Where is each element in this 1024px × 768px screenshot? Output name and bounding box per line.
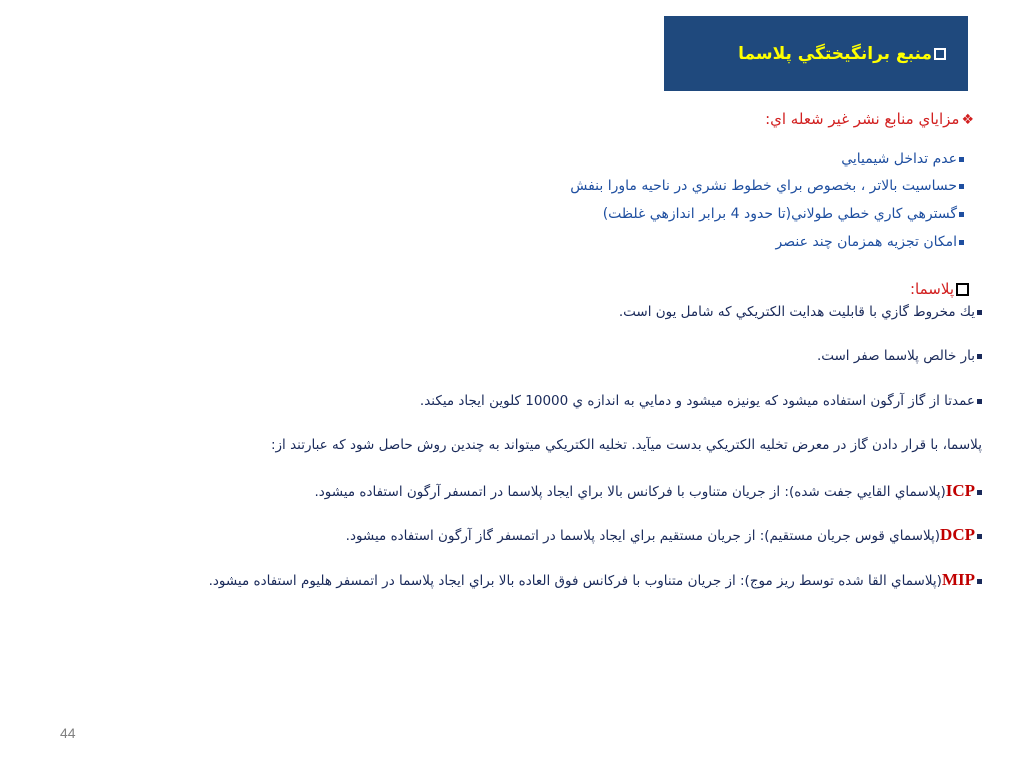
advantage-item-text: عدم تداخل شيميايي — [841, 151, 957, 167]
method-row-icp — [314, 481, 982, 501]
square-bullet-icon — [977, 490, 982, 495]
plasma-point — [817, 348, 982, 364]
method-acronym: DCP — [940, 525, 975, 544]
checkbox-bullet-icon — [934, 48, 946, 60]
square-bullet-icon — [977, 399, 982, 404]
square-bullet-icon — [977, 310, 982, 315]
advantages-heading-row — [765, 110, 974, 128]
advantage-item-text: امكان تجزيه همزمان چند عنصر — [775, 234, 957, 250]
diamond-bullet-icon: ❖ — [961, 112, 974, 128]
plasma-heading: پلاسما: — [910, 280, 954, 298]
plasma-intro — [271, 437, 982, 453]
advantage-item — [570, 178, 964, 194]
advantage-item — [776, 234, 964, 250]
advantage-item — [841, 151, 964, 167]
method-row-mip — [209, 570, 982, 590]
advantages-heading: مزاياي منابع نشر غير شعله اي: — [765, 110, 960, 128]
advantage-item — [603, 206, 964, 222]
method-description: (پلاسماي القا شده توسط ريز موج): از جريان متناوب با فركانس فوق العاده بالا براي ايجاد پلاسما در اتمسفر هليوم استفاده ميشود. — [208, 573, 942, 589]
plasma-point-text: عمدتا از گاز آرگون استفاده ميشود كه يونيزه ميشود و دمايي به اندازه ي 10000 كلوين ايجاد ميكند. — [419, 393, 975, 409]
plasma-point-text: بار خالص پلاسما صفر است. — [816, 348, 975, 364]
checkbox-bullet-icon — [956, 283, 969, 296]
slide-title: منبع برانگيختگي پلاسما — [738, 43, 932, 64]
square-bullet-icon — [977, 354, 982, 359]
method-acronym: ICP — [945, 481, 975, 500]
plasma-heading-row — [910, 280, 969, 298]
advantage-item-text: گسترهي كاري خطي طولاني(تا حدود 4 برابر اندازهي غلظت) — [602, 206, 957, 222]
method-acronym: MIP — [941, 570, 975, 589]
square-bullet-icon — [959, 212, 964, 217]
method-description: (پلاسماي القايي جفت شده): از جريان متناوب با فركانس بالا براي ايجاد پلاسما در اتمسفر آرگون استفاده ميشود. — [314, 484, 946, 500]
plasma-point — [420, 393, 982, 409]
page-number: 44 — [60, 725, 76, 741]
plasma-point-text: يك مخروط گازي با قابليت هدايت الكتريكي كه شامل يون است. — [618, 304, 975, 320]
slide-title-box — [664, 16, 968, 91]
plasma-point — [619, 304, 982, 320]
plasma-intro-text: پلاسما، با قرار دادن گاز در معرض تخليه الكتريكي بدست ميآيد. تخليه الكتريكي ميتواند به چندين روش حاصل شود كه عبارتند از: — [270, 437, 982, 453]
square-bullet-icon — [959, 240, 964, 245]
square-bullet-icon — [959, 184, 964, 189]
advantage-item-text: حساسيت بالاتر ، بخصوص براي خطوط نشري در ناحيه ماورا بنفش — [570, 178, 957, 194]
square-bullet-icon — [959, 157, 964, 162]
square-bullet-icon — [977, 579, 982, 584]
square-bullet-icon — [977, 534, 982, 539]
method-row-dcp — [346, 525, 982, 545]
method-description: (پلاسماي قوس جريان مستقيم): از جريان مستقيم براي ايجاد پلاسما در اتمسفر گاز آرگون استفاده ميشود. — [345, 528, 941, 544]
